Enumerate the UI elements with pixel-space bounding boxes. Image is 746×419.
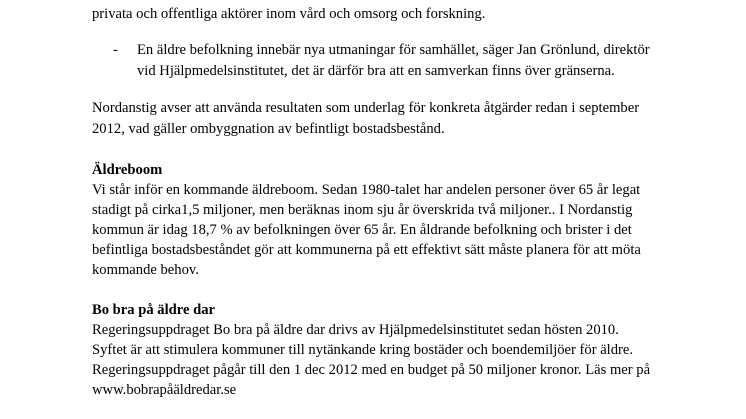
quote-line-2: vid Hjälpmedelsinstitutet, det är därför bra att en samverkan finns över gränserna. — [137, 63, 615, 79]
bo-bra-line-3: Regeringsuppdraget pågår till den 1 dec 2012 med en budget på 50 miljoner kronor. Läs mer på — [92, 362, 651, 378]
aldreboom-line-1: Vi står inför en kommande äldreboom. Sedan 1980-talet har andelen personer över 65 år legat — [92, 182, 641, 198]
aldreboom-line-5: kommande behov. — [92, 262, 199, 278]
section-heading-bo-bra: Bo bra på äldre dar — [92, 302, 215, 318]
aldreboom-line-4: befintliga bostadsbeståndet gör att kommunerna på ett effektivt sätt måste planera för att möta — [92, 242, 641, 258]
bo-bra-line-1: Regeringsuppdraget Bo bra på äldre dar drivs av Hjälpmedelsinstitutet sedan hösten 2010. — [92, 322, 619, 338]
usage-line-2: 2012, vad gäller ombyggnation av befintligt bostadsbestånd. — [92, 121, 445, 137]
quote-line-1: En äldre befolkning innebär nya utmaningar för samhället, säger Jan Grönlund, direktör — [137, 42, 650, 58]
aldreboom-line-3: kommun är idag 18,7 % av befolkningen över 65 år. En åldrande befolkning och brister i det — [92, 222, 632, 238]
section-heading-aldreboom: Äldreboom — [92, 162, 163, 178]
intro-paragraph-tail: privata och offentliga aktörer inom vård och omsorg och forskning. — [92, 6, 486, 22]
bo-bra-website: www.bobrapåäldredar.se — [92, 382, 237, 398]
aldreboom-line-2: stadigt på cirka1,5 miljoner, men beräknas inom sju år överskrida två miljoner.. I Nordanstig — [92, 202, 633, 218]
usage-line-1: Nordanstig avser att använda resultaten som underlag för konkreta åtgärder redan i september — [92, 100, 640, 116]
bo-bra-line-2: Syftet är att stimulera kommuner till nytänkande kring bostäder och boendemiljöer för äldre. — [92, 342, 634, 358]
quote-dash: - — [113, 42, 118, 58]
